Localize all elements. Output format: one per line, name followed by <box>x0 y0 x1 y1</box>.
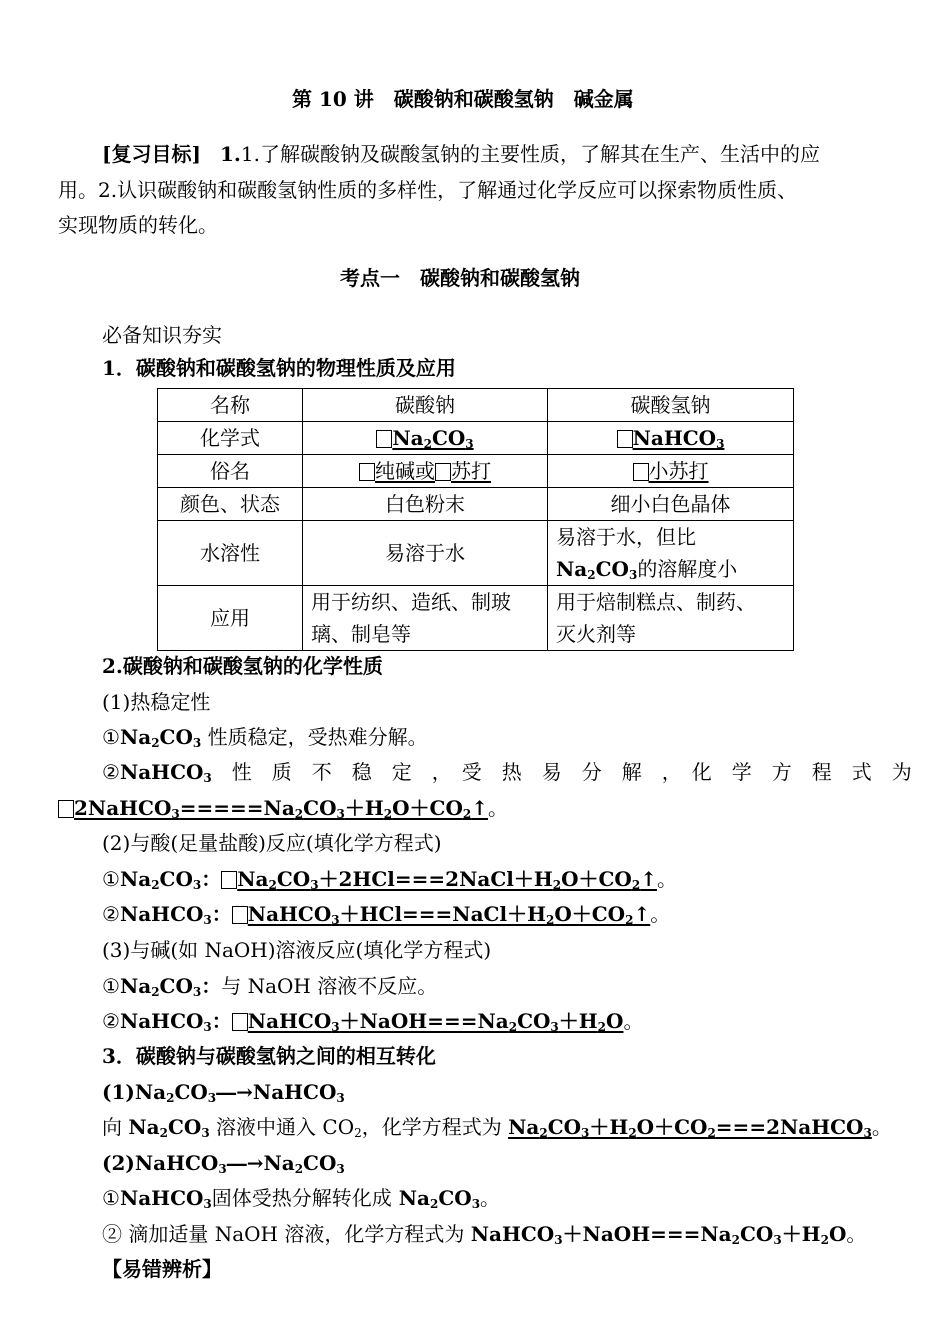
thermal-na2co3: $①Na_2CO_3$ 性质稳定，受热难分解。 <box>102 725 428 750</box>
error-analysis-heading: 【易错辨析】 <box>102 1257 222 1281</box>
heading-chemical-properties: 2.碳酸钠和碳酸氢钠的化学性质 <box>102 654 383 678</box>
answer-box <box>617 430 633 448</box>
review-goals-line-3: 实现物质的转化。 <box>58 213 218 237</box>
table-cell-nahco3-color: 细小白色晶体 <box>548 488 794 521</box>
table-header-nahco3: 碳酸氢钠 <box>548 389 794 422</box>
conversion-2-b: ② 滴加适量 NaOH 溶液，化学方程式为 $NaHCO_3+NaOH===Na_2CO_3+H_2O$。 <box>102 1222 867 1247</box>
conversion-1-title: $(1)Na_2CO_3―\to NaHCO_3$ <box>102 1080 345 1105</box>
answer-box <box>376 430 392 448</box>
knowledge-heading: 必备知识夯实 <box>102 323 222 347</box>
table-row <box>158 586 794 651</box>
table-cell-label: 俗名 <box>158 455 303 488</box>
conversion-1-text: 向 $Na_2CO_3$ 溶液中通入 $CO_2$，化学方程式为 $Na_2CO_3+H_2O+CO_2===2NaHCO_3$。 <box>102 1115 892 1140</box>
answer-box <box>221 871 237 889</box>
equation-decomposition: $2NaHCO_3=====Na_2CO_3+H_2O+CO_2↑$。 <box>58 794 508 822</box>
table-cell-na2co3-formula: $Na_2CO_3$ <box>303 422 548 455</box>
table-cell-nahco3-alias: 小苏打 <box>548 455 794 488</box>
table-cell-na2co3-solubility: 易溶于水 <box>303 521 548 586</box>
conversion-2-title: $(2)NaHCO_3―\to Na_2CO_3$ <box>102 1151 345 1176</box>
table-cell-na2co3-color: 白色粉末 <box>303 488 548 521</box>
table-header-na2co3: 碳酸钠 <box>303 389 548 422</box>
table-cell-label: 应用 <box>158 586 303 651</box>
table-cell-nahco3-solubility: 易溶于水，但比 $Na_2CO_3$的溶解度小 <box>548 521 794 586</box>
table-cell-label: 颜色、状态 <box>158 488 303 521</box>
answer-box <box>633 463 649 481</box>
review-goals-line-2: 用。2.认识碳酸钠和碳酸氢钠性质的多样性，了解通过化学反应可以探索物质性质、 <box>58 178 798 202</box>
table-row <box>158 488 794 521</box>
acid-na2co3: $①Na_2CO_3$： $Na_2CO_3+2HCl===2NaCl+H_2O+CO_2↑$。 <box>102 867 677 892</box>
section-title: 考点一 碳酸钠和碳酸氢钠 <box>340 266 580 290</box>
base-nahco3: ②NaHCO$_3$： $NaHCO_3+NaOH===Na_2CO_3+H_2O$。 <box>102 1009 644 1034</box>
page-title: 第 10 讲 碳酸钠和碳酸氢钠 碱金属 <box>292 87 634 111</box>
properties-table <box>157 388 794 651</box>
review-goals-line-1: [复习目标] 1.1.了解碳酸钠及碳酸氢钠的主要性质，了解其在生产、生活中的应 <box>102 142 820 166</box>
review-tag: [复习目标] <box>102 142 201 166</box>
table-cell-nahco3-use: 用于焙制糕点、制药、 灭火剂等 <box>548 586 794 651</box>
subheading-acid-reaction: (2)与酸(足量盐酸)反应(填化学方程式) <box>102 831 442 855</box>
table-header-name: 名称 <box>158 389 303 422</box>
base-na2co3: $①Na_2CO_3$：与 NaOH 溶液不反应。 <box>102 974 438 999</box>
answer-box <box>359 463 375 481</box>
subheading-base-reaction: (3)与碱(如 NaOH)溶液反应(填化学方程式) <box>102 938 492 962</box>
answer-box <box>232 1013 248 1031</box>
conversion-2-a: ①NaHCO$_3$固体受热分解转化成 $Na_2CO_3$。 <box>102 1186 501 1211</box>
table-row <box>158 455 794 488</box>
answer-box <box>232 906 248 924</box>
acid-nahco3: ②NaHCO$_3$： $NaHCO_3+HCl===NaCl+H_2O+CO_2↑$。 <box>102 902 671 927</box>
table-cell-na2co3-use: 用于纺织、造纸、制玻 璃、制皂等 <box>303 586 548 651</box>
table-row <box>158 389 794 422</box>
heading-interconversion: 3．碳酸钠与碳酸氢钠之间的相互转化 <box>102 1044 436 1068</box>
table-cell-nahco3-formula: NaHCO$_3$ <box>548 422 794 455</box>
table-cell-na2co3-alias: 纯碱或 苏打 <box>303 455 548 488</box>
heading-physical-properties: 1．碳酸钠和碳酸氢钠的物理性质及应用 <box>102 356 456 380</box>
review-text-1: 1.了解碳酸钠及碳酸氢钠的主要性质，了解其在生产、生活中的应 <box>240 142 820 166</box>
table-row <box>158 521 794 586</box>
table-row <box>158 422 794 455</box>
answer-box <box>58 800 74 818</box>
table-cell-label: 水溶性 <box>158 521 303 586</box>
subheading-thermal-stability: (1)热稳定性 <box>102 690 211 714</box>
answer-box <box>435 463 451 481</box>
thermal-nahco3: ②NaHCO$_3$ 性 质 不 稳 定 ， 受 热 易 分 解 ， 化 学 方 程 式 为 <box>102 760 912 785</box>
table-cell-label: 化学式 <box>158 422 303 455</box>
